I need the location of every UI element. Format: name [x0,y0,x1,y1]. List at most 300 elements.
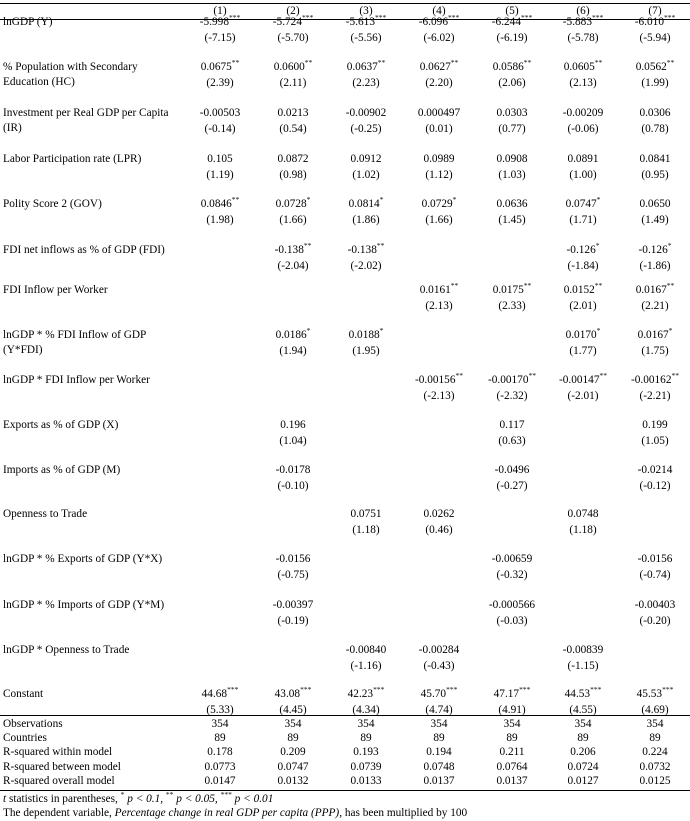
p1-text: p < 0.1, [124,793,166,805]
coefficient-cell [258,463,328,478]
stat-value: 0.0133 [350,775,382,787]
coefficient-value: 0.0814 [348,198,380,210]
significance-stars: ** [304,58,313,67]
significance-stars: ** [528,371,536,380]
coefficient-value: 0.0600 [273,61,305,73]
coefficient-cell [331,60,401,75]
coefficient-cell [258,328,328,343]
coefficient-value: -0.000566 [488,599,536,611]
coefficient-cell [477,463,547,478]
t-statistic-cell: (-1.16) [350,660,382,672]
coefficient-value: 0.0636 [496,198,528,210]
coefficient-cell [185,687,255,702]
stat-value: 0.0732 [639,761,671,773]
stat-value: 0.0137 [496,775,528,787]
coefficient-cell [404,152,474,167]
coefficient-value: -0.138 [347,244,377,256]
coefficient-cell [258,552,328,567]
stat-value: 0.0748 [423,761,455,773]
p2-text: p < 0.05, [173,793,221,805]
t-statistic-cell: (-0.06) [567,123,599,135]
t-statistic-cell: (-5.70) [277,32,309,44]
coefficient-cell [404,197,474,212]
stat-value: 0.224 [642,746,668,758]
significance-stars: *** [301,13,314,22]
significance-stars: ** [599,371,607,380]
coefficient-cell [331,197,401,212]
coefficient-value: 44.53 [564,688,591,700]
coefficient-cell [548,60,618,75]
coefficient-value: -0.00209 [562,107,604,119]
coefficient-cell [477,373,547,388]
significance-stars: ** [594,58,603,67]
p2-mark: ** [165,790,174,799]
coefficient-cell [620,243,690,258]
stat-value: 0.0137 [423,775,455,787]
stat-value: 354 [503,718,521,730]
significance-stars: * [379,326,384,335]
row-label: lnGDP * % FDI Inflow of GDP (Y*FDI) [3,329,146,356]
note-suffix: , has been multiplied by 100 [339,807,468,819]
significance-stars: *** [520,13,533,22]
coefficient-value: -5.613 [345,16,375,28]
coefficient-value: 0.0751 [350,508,382,520]
coefficient-cell [258,60,328,75]
coefficient-value: -5.724 [272,16,302,28]
coefficient-value: -0.126 [566,244,596,256]
coefficient-cell [620,197,690,212]
coefficient-cell [331,507,401,522]
coefficient-cell [404,60,474,75]
stat-label: Observations [3,718,63,730]
t-statistic-cell: (4.55) [569,704,597,716]
coefficient-cell [331,15,401,30]
stat-value: 0.0724 [567,761,599,773]
coefficient-value: 0.0186 [275,329,307,341]
coefficient-value: 0.0306 [639,107,671,119]
coefficient-value: 0.0167 [635,284,667,296]
coefficient-cell [404,507,474,522]
coefficient-cell [331,243,401,258]
coefficient-cell [620,15,690,30]
t-statistic-cell: (-0.75) [277,569,309,581]
t-statistic-cell: (1.94) [279,345,307,357]
stat-label: R-squared within model [3,746,113,758]
stat-value: 89 [577,732,589,744]
coefficient-value: 0.0161 [419,284,451,296]
stat-value: 354 [284,718,302,730]
t-statistic-cell: (-2.32) [496,390,528,402]
coefficient-value: 0.000497 [417,107,461,119]
coefficient-cell [185,106,255,121]
coefficient-value: 0.0846 [200,198,232,210]
t-statistic-cell: (1.66) [425,214,453,226]
column-header: (4) [432,5,446,17]
coefficient-value: -0.138 [274,244,304,256]
t-label: t [3,793,7,805]
coefficient-cell [477,598,547,613]
coefficient-cell [185,15,255,30]
coefficient-value: 43.08 [274,688,301,700]
t-statistic-cell: (5.33) [206,704,234,716]
significance-stars: *** [373,685,385,694]
coefficient-value: -0.0178 [275,464,311,476]
coefficient-value: -0.126 [638,244,668,256]
significance-stars: * [667,241,672,250]
t-statistic-cell: (-1.15) [567,660,599,672]
stat-value: 0.209 [280,746,306,758]
column-header: (7) [648,5,662,17]
coefficient-cell [620,552,690,567]
coefficient-value: -0.00162 [631,374,672,386]
coefficient-cell [477,60,547,75]
t-statistic-cell: (0.54) [279,123,307,135]
coefficient-value: -6.010 [634,16,664,28]
t-statistic-cell: (-2.01) [567,390,599,402]
coefficient-cell [404,373,474,388]
coefficient-value: 0.0908 [496,153,528,165]
coefficient-cell [548,283,618,298]
p3-text: p < 0.01 [231,793,274,805]
coefficient-cell [548,197,618,212]
coefficient-cell [258,243,328,258]
coefficient-cell [548,373,618,388]
coefficient-value: 42.23 [347,688,374,700]
stat-label: Countries [3,732,47,744]
t-statistic-cell: (2.33) [498,300,526,312]
coefficient-cell [477,418,547,433]
t-statistic-cell: (-0.27) [496,480,528,492]
significance-stars: *** [663,13,676,22]
coefficient-value: 44.68 [201,688,228,700]
coefficient-cell [620,598,690,613]
coefficient-cell [620,283,690,298]
significance-stars: * [452,195,457,204]
column-header: (1) [213,5,227,17]
coefficient-value: 0.0675 [200,61,232,73]
t-statistic-cell: (-1.86) [639,260,671,272]
significance-stars: * [595,241,600,250]
coefficient-cell [404,106,474,121]
coefficient-value: -0.00147 [559,374,600,386]
coefficient-cell [331,328,401,343]
coefficient-value: 0.0729 [421,198,453,210]
t-statistic-cell: (0.98) [279,169,307,181]
coefficient-cell [185,197,255,212]
coefficient-value: 0.0605 [563,61,595,73]
row-label: Openness to Trade [3,508,88,520]
significance-stars: *** [228,13,241,22]
t-statistic-cell: (1.95) [352,345,380,357]
t-statistic-cell: (-2.21) [639,390,671,402]
coefficient-cell [331,106,401,121]
coefficient-cell [258,687,328,702]
coefficient-cell [620,328,690,343]
significance-stars: ** [303,241,312,250]
coefficient-value: 0.0728 [275,198,307,210]
coefficient-cell [258,15,328,30]
significance-stars: ** [231,195,240,204]
coefficient-value: -0.00840 [345,644,387,656]
significance-stars: ** [594,281,603,290]
stat-value: 0.194 [426,746,452,758]
coefficient-cell [620,418,690,433]
t-statistic-cell: (-0.20) [639,615,671,627]
significance-stars: ** [231,58,240,67]
t-statistic-cell: (-2.13) [423,390,455,402]
significance-stars: ** [376,241,385,250]
t-statistic-cell: (-5.94) [639,32,671,44]
t-statistic-cell: (1.98) [206,214,234,226]
coefficient-cell [404,643,474,658]
coefficient-value: -0.0496 [494,464,530,476]
t-statistic-cell: (2.39) [206,77,234,89]
coefficient-cell [477,283,547,298]
coefficient-value: 0.0912 [350,153,382,165]
coefficient-value: 0.0627 [419,61,451,73]
coefficient-cell [548,15,618,30]
coefficient-cell [258,598,328,613]
t-statistic-cell: (1.75) [641,345,669,357]
coefficient-value: -0.0214 [637,464,673,476]
column-header: (6) [576,5,590,17]
coefficient-value: 47.17 [493,688,520,700]
coefficient-cell [548,507,618,522]
coefficient-cell [258,197,328,212]
significance-stars: *** [591,13,604,22]
stat-value: 89 [287,732,299,744]
t-statistic-cell: (1.45) [498,214,526,226]
coefficient-value: 0.196 [280,419,306,431]
t-statistic-cell: (2.23) [352,77,380,89]
stat-value: 0.178 [207,746,233,758]
coefficient-value: -0.0156 [637,553,673,565]
stat-value: 354 [430,718,448,730]
t-statistic-cell: (0.46) [425,524,453,536]
t-statistic-cell: (-0.25) [350,123,382,135]
coefficient-value: 0.0989 [423,153,455,165]
coefficient-value: 0.0586 [492,61,524,73]
stat-value: 89 [506,732,518,744]
coefficient-cell [477,106,547,121]
coefficient-value: -0.00403 [634,599,676,611]
t-statistic-cell: (0.95) [641,169,669,181]
t-statistic-cell: (2.01) [569,300,597,312]
coefficient-value: 0.0262 [423,508,455,520]
coefficient-cell [404,283,474,298]
t-statistic-cell: (4.74) [425,704,453,716]
t-statistic-cell: (-2.04) [277,260,309,272]
stat-value: 354 [357,718,375,730]
stat-value: 0.0747 [277,761,309,773]
t-statistic-cell: (1.00) [569,169,597,181]
coefficient-cell [477,552,547,567]
coefficient-cell [404,687,474,702]
coefficient-value: 0.199 [642,419,668,431]
t-statistic-cell: (1.49) [641,214,669,226]
coefficient-cell [331,152,401,167]
row-label: lnGDP * % Exports of GDP (Y*X) [3,553,163,565]
significance-stars: ** [450,281,459,290]
stat-value: 0.211 [499,746,525,758]
stat-value: 0.0764 [496,761,528,773]
stat-value: 89 [649,732,661,744]
stat-value: 354 [574,718,592,730]
t-statistic-cell: (1.66) [279,214,307,226]
significance-stars: ** [377,58,386,67]
t-statistic-cell: (1.18) [352,524,380,536]
row-label: lnGDP (Y) [3,16,53,28]
coefficient-cell [620,373,690,388]
coefficient-cell [331,643,401,658]
coefficient-value: -6.096 [418,16,448,28]
coefficient-value: 0.0891 [567,153,599,165]
significance-stars: ** [666,281,675,290]
row-label: % Population with Secondary Education (HC) [3,61,138,88]
coefficient-value: -0.00503 [199,107,241,119]
stat-value: 0.0773 [204,761,236,773]
coefficient-cell [258,152,328,167]
coefficient-cell [620,463,690,478]
stat-value: 0.206 [570,746,596,758]
coefficient-cell [620,60,690,75]
stat-value: 0.0739 [350,761,382,773]
coefficient-value: 45.70 [420,688,447,700]
coefficient-cell [258,106,328,121]
stat-value: 0.0127 [567,775,599,787]
t-statistic-cell: (-1.84) [567,260,599,272]
coefficient-value: 0.0152 [563,284,595,296]
coefficient-value: -0.00839 [562,644,604,656]
coefficient-cell [548,643,618,658]
stat-value: 0.0147 [204,775,236,787]
t-statistic-cell: (1.71) [569,214,597,226]
coefficient-cell [331,687,401,702]
t-statistic-cell: (2.21) [641,300,669,312]
row-label: Labor Participation rate (LPR) [3,153,142,165]
significance-stars: *** [227,685,239,694]
significance-stars: * [306,195,311,204]
coefficient-value: -0.00397 [272,599,314,611]
coefficient-cell [477,687,547,702]
significance-stars: *** [300,685,312,694]
coefficient-cell [548,106,618,121]
coefficient-value: -0.00902 [345,107,387,119]
coefficient-cell [548,243,618,258]
significance-stars: ** [666,58,675,67]
coefficient-cell [548,687,618,702]
t-statistic-cell: (1.18) [569,524,597,536]
coefficient-cell [477,15,547,30]
coefficient-value: -0.00156 [415,374,456,386]
significance-stars: *** [446,685,458,694]
coefficient-cell [404,15,474,30]
row-label: Investment per Real GDP per Capita (IR) [3,107,169,134]
significance-stars: *** [447,13,460,22]
significance-stars: * [379,195,384,204]
coefficient-value: -0.00284 [418,644,460,656]
t-statistic-cell: (-0.14) [204,123,236,135]
t-statistic-cell: (-0.10) [277,480,309,492]
row-label: lnGDP * FDI Inflow per Worker [3,374,150,386]
row-label: Exports as % of GDP (X) [3,419,119,431]
coefficient-cell [620,152,690,167]
row-label: FDI Inflow per Worker [3,284,108,296]
coefficient-cell [185,152,255,167]
dependent-variable-note [3,806,467,821]
t-statistic-cell: (1.19) [206,169,234,181]
column-header: (5) [505,5,519,17]
row-label: Constant [3,688,44,700]
stat-value: 89 [433,732,445,744]
significance-stars: ** [455,371,463,380]
t-statistic-cell: (2.06) [498,77,526,89]
row-label: lnGDP * % Imports of GDP (Y*M) [3,599,165,611]
stats-rule [0,715,690,716]
stat-label: R-squared overall model [3,775,115,787]
t-statistic-cell: (1.05) [641,435,669,447]
t-statistic-cell: (4.69) [641,704,669,716]
row-label: FDI net inflows as % of GDP (FDI) [3,244,165,256]
coefficient-value: 0.0747 [565,198,597,210]
coefficient-cell [548,328,618,343]
t-statistic-cell: (1.99) [641,77,669,89]
stat-label: R-squared between model [3,761,121,773]
coefficient-cell [548,152,618,167]
coefficient-value: -0.00659 [491,553,533,565]
t-statistic-cell: (0.63) [498,435,526,447]
t-statistic-cell: (-5.56) [350,32,382,44]
coefficient-value: 0.0650 [639,198,671,210]
stat-value: 0.0125 [639,775,671,787]
t-statistic-cell: (0.78) [641,123,669,135]
coefficient-cell [620,687,690,702]
note-emphasis: Percentage change in real GDP per capita (PPP) [114,807,340,819]
coefficient-cell [477,197,547,212]
coefficient-value: 0.0188 [348,329,380,341]
stat-value: 354 [646,718,664,730]
coefficient-value: 0.0303 [496,107,528,119]
t-statistic-cell: (0.01) [425,123,453,135]
t-statistic-cell: (4.91) [498,704,526,716]
row-label: lnGDP * Openness to Trade [3,644,130,656]
significance-stars: ** [450,58,459,67]
t-statistic-cell: (1.03) [498,169,526,181]
t-statistic-cell: (-0.74) [639,569,671,581]
coefficient-value: 0.0637 [346,61,378,73]
t-statistic-cell: (-2.02) [350,260,382,272]
p3-mark: *** [220,790,232,799]
coefficient-value: -5.883 [562,16,592,28]
t-statistic-cell: (-0.03) [496,615,528,627]
coefficient-value: 0.105 [207,153,233,165]
t-statistic-cell: (4.34) [352,704,380,716]
t-statistic-cell: (-0.32) [496,569,528,581]
t-statistic-cell: (2.13) [425,300,453,312]
t-text: statistics in parentheses, [6,793,121,805]
significance-stars: ** [523,281,532,290]
t-statistic-cell: (1.04) [279,435,307,447]
significance-stars: * [596,195,601,204]
significance-stars: * [596,326,601,335]
coefficient-cell [258,418,328,433]
significance-stars: * [306,326,311,335]
coefficient-value: 0.0562 [635,61,667,73]
t-statistic-cell: (-0.43) [423,660,455,672]
row-label: Polity Score 2 (GOV) [3,198,102,210]
significance-stars: *** [519,685,531,694]
column-header: (3) [359,5,373,17]
